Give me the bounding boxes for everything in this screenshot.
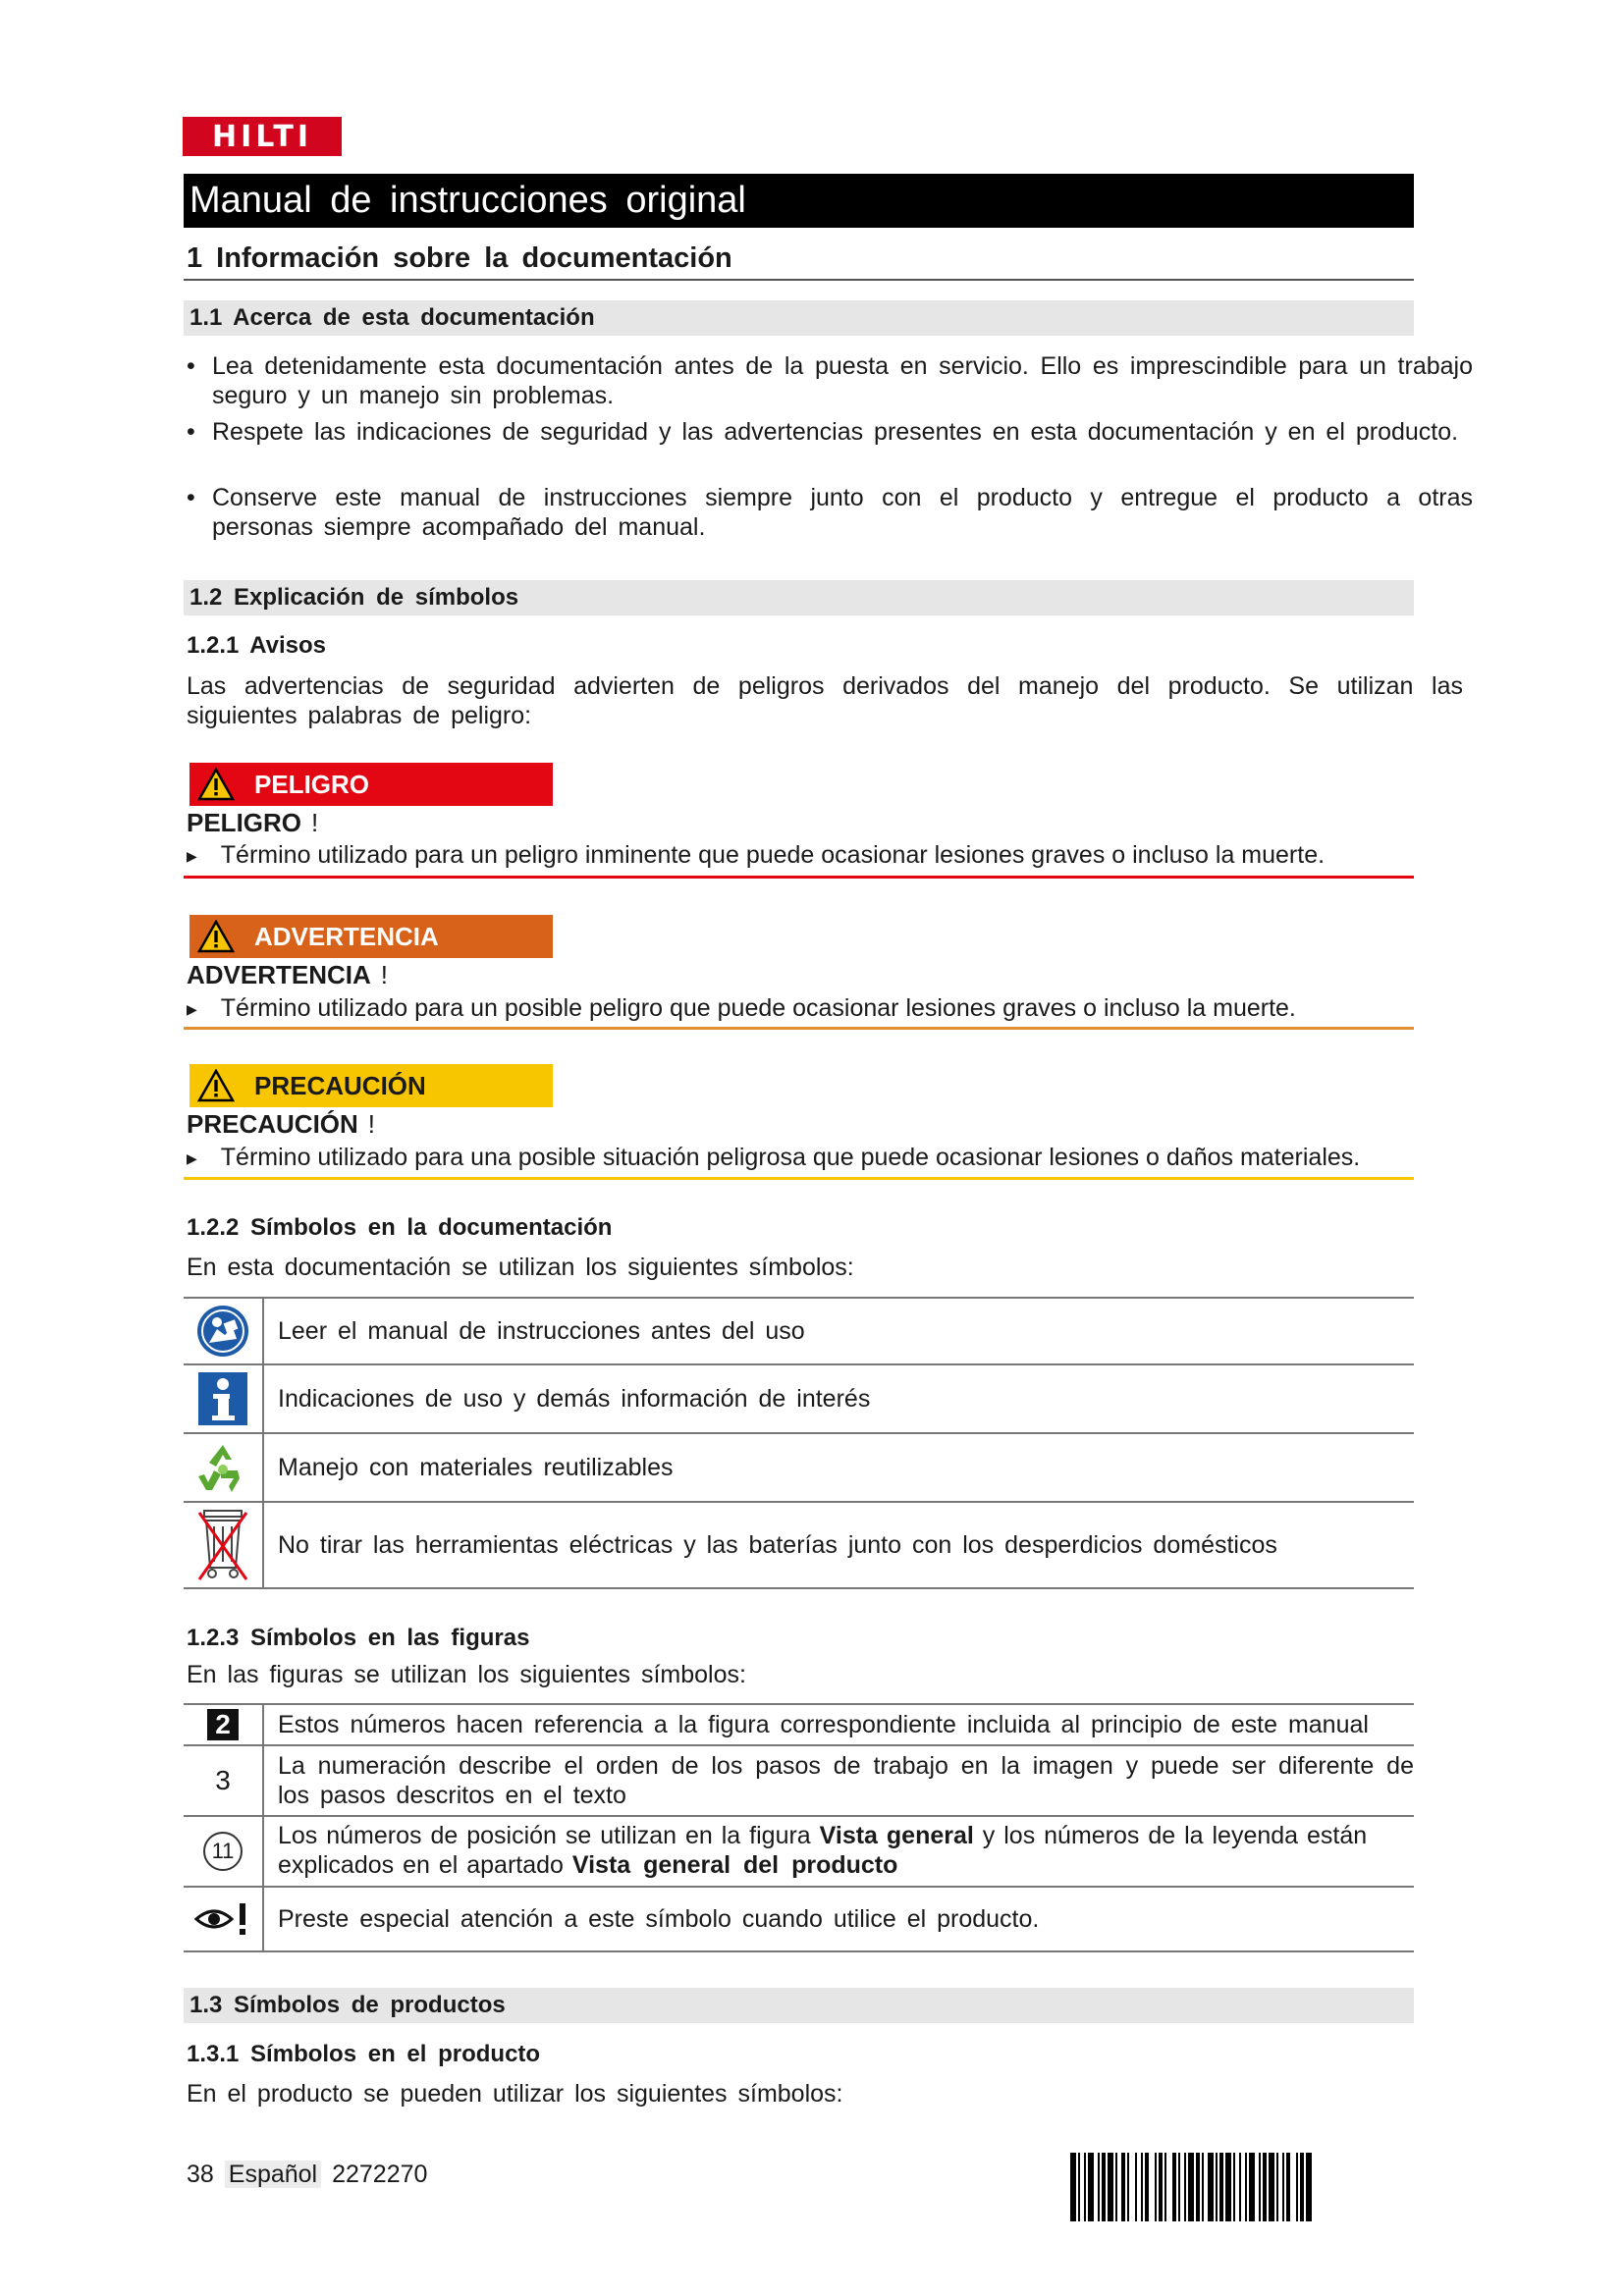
figure-symbol-text: Preste especial atención a este símbolo cuando utilice el producto.	[278, 1905, 1040, 1933]
info-icon	[197, 1371, 248, 1426]
barcode-bar	[1127, 2153, 1129, 2221]
barcode-bar	[1070, 2153, 1076, 2221]
figure-symbol-text: Los números de posición se utilizan en la figura Vista general y los números de la leyenda están explicados en el apartado Vista general del producto	[278, 1822, 1368, 1879]
section-1-2-heading: 1.2 Explicación de símbolos	[184, 580, 1414, 615]
warning-rule	[184, 1027, 1414, 1030]
barcode-bar	[1202, 2153, 1204, 2221]
no-trash-bin-icon	[196, 1507, 249, 1583]
danger-label: PELIGRO	[189, 763, 553, 806]
barcode-bar	[1296, 2153, 1298, 2221]
danger-rule	[184, 876, 1414, 879]
barcode-bar	[1245, 2153, 1247, 2221]
barcode-bar	[1306, 2153, 1312, 2221]
barcode-bar	[1135, 2153, 1137, 2221]
caution-description: ▶ Término utilizado para una posible situación peligrosa que puede ocasionar lesiones o daños materiales.	[187, 1144, 1361, 1171]
table-row	[184, 1705, 1414, 1746]
caution-label: PRECAUCIÓN	[189, 1064, 553, 1107]
barcode-bar	[1263, 2153, 1267, 2221]
barcode-bar	[1196, 2153, 1200, 2221]
doc-symbols-intro: En esta documentación se utilizan los siguientes símbolos:	[187, 1254, 854, 1281]
barcode-bar	[1115, 2153, 1117, 2221]
step-number-icon: 3	[215, 1765, 231, 1795]
barcode-bar	[1178, 2153, 1180, 2221]
danger-word: PELIGRO !	[187, 808, 319, 837]
section-1-3-1-heading: 1.3.1 Símbolos en el producto	[187, 2041, 541, 2067]
recycle-icon	[194, 1439, 251, 1496]
barcode-bar	[1225, 2153, 1231, 2221]
document-title: Manual de instrucciones original	[184, 174, 1414, 228]
caution-word: PRECAUCIÓN !	[187, 1109, 376, 1139]
barcode-bar	[1141, 2153, 1143, 2221]
doc-number: 2272270	[332, 2161, 428, 2188]
barcode-bar	[1269, 2153, 1274, 2221]
section-1-rule	[184, 279, 1414, 281]
barcode-bar	[1078, 2153, 1080, 2221]
warning-description: ▶ Término utilizado para un posible peligro que puede ocasionar lesiones graves o incluso la muerte.	[187, 994, 1296, 1022]
barcode-bar	[1098, 2153, 1100, 2221]
attention-eye-icon	[194, 1901, 251, 1937]
barcode-bar	[1208, 2153, 1214, 2221]
position-number-icon: 11	[203, 1832, 243, 1871]
table-row	[184, 1888, 1414, 1952]
section-1-2-1-heading: 1.2.1 Avisos	[187, 632, 326, 659]
barcode-bar	[1276, 2153, 1278, 2221]
barcode-bar	[1155, 2153, 1157, 2221]
doc-symbols-table	[184, 1297, 1414, 1589]
warning-label: ADVERTENCIA	[189, 915, 553, 958]
warning-triangle-icon	[197, 920, 235, 953]
section-1-2-3-heading: 1.2.3 Símbolos en las figuras	[187, 1625, 530, 1651]
barcode-bar	[1172, 2153, 1176, 2221]
figure-symbol-text: La numeración describe el orden de los pasos de trabajo en la imagen y puede ser diferente de los pasos descritos en el texto	[278, 1752, 1414, 1809]
barcode-bar	[1084, 2153, 1086, 2221]
table-row	[184, 1503, 1414, 1589]
warning-triangle-icon	[197, 1069, 235, 1102]
barcode-bar	[1188, 2153, 1194, 2221]
warning-word: ADVERTENCIA !	[187, 960, 389, 989]
barcode-bar	[1300, 2153, 1304, 2221]
barcode-bar	[1286, 2153, 1290, 2221]
figure-symbol-text: Estos números hacen referencia a la figura correspondiente incluida al principio de este manual	[278, 1711, 1369, 1738]
doc-symbol-text: Indicaciones de uso y demás información de interés	[278, 1385, 871, 1413]
barcode-bar	[1164, 2153, 1166, 2221]
table-row	[184, 1434, 1414, 1503]
hilti-logo: HILTI	[183, 117, 342, 156]
read-manual-icon	[195, 1304, 250, 1359]
bullet-item-1: • Lea detenidamente esta documentación antes de la puesta en servicio. Ello es imprescindible para un trabajo seguro y un manejo sin problemas.	[187, 352, 1473, 409]
barcode-bar	[1219, 2153, 1223, 2221]
barcode-bar	[1216, 2153, 1218, 2221]
barcode-bar	[1102, 2153, 1106, 2221]
danger-description: ▶ Término utilizado para un peligro inminente que puede ocasionar lesiones graves o incluso la muerte.	[187, 841, 1326, 869]
barcode-bar	[1249, 2153, 1255, 2221]
figure-symbols-table	[184, 1703, 1414, 1952]
page-footer	[187, 2161, 427, 2189]
page-number: 38	[187, 2161, 214, 2188]
barcode-bar	[1239, 2153, 1241, 2221]
figure-number-icon: 2	[207, 1709, 239, 1740]
table-row	[184, 1746, 1414, 1817]
barcode-bar	[1088, 2153, 1094, 2221]
table-row	[184, 1299, 1414, 1365]
doc-symbol-text: No tirar las herramientas eléctricas y las baterías junto con los desperdicios domésticos	[278, 1531, 1277, 1559]
footer-language: Español	[225, 2161, 321, 2188]
caution-rule	[184, 1177, 1414, 1180]
warning-triangle-icon	[197, 768, 235, 801]
doc-symbol-text: Manejo con materiales reutilizables	[278, 1454, 674, 1481]
barcode-bar	[1108, 2153, 1113, 2221]
barcode-bar	[1145, 2153, 1149, 2221]
barcode-bar	[1259, 2153, 1261, 2221]
barcode-bar	[1282, 2153, 1284, 2221]
bullet-item-3: • Conserve este manual de instrucciones siempre junto con el producto y entregue el producto a otras personas siempre acompañado del manual.	[187, 484, 1473, 541]
bullet-item-2: • Respete las indicaciones de seguridad y las advertencias presentes en esta documentación y en el producto.	[187, 418, 1459, 446]
section-1-1-heading: 1.1 Acerca de esta documentación	[184, 300, 1414, 336]
barcode-bar	[1233, 2153, 1235, 2221]
product-symbols-intro: En el producto se pueden utilizar los siguientes símbolos:	[187, 2080, 843, 2108]
table-row	[184, 1365, 1414, 1434]
section-1-3-heading: 1.3 Símbolos de productos	[184, 1988, 1414, 2023]
barcode-bar	[1184, 2153, 1186, 2221]
barcode	[1070, 2153, 1410, 2221]
barcode-bar	[1159, 2153, 1163, 2221]
figure-symbols-intro: En las figuras se utilizan los siguientes símbolos:	[187, 1661, 746, 1688]
section-1-heading: 1 Información sobre la documentación	[187, 242, 732, 274]
doc-symbol-text: Leer el manual de instrucciones antes del uso	[278, 1317, 805, 1345]
table-row	[184, 1817, 1414, 1888]
warnings-intro: Las advertencias de seguridad advierten de peligros derivados del manejo del producto. Se utilizan las siguientes palabras de peligro:	[187, 672, 1463, 729]
barcode-bar	[1121, 2153, 1125, 2221]
section-1-2-2-heading: 1.2.2 Símbolos en la documentación	[187, 1214, 613, 1241]
